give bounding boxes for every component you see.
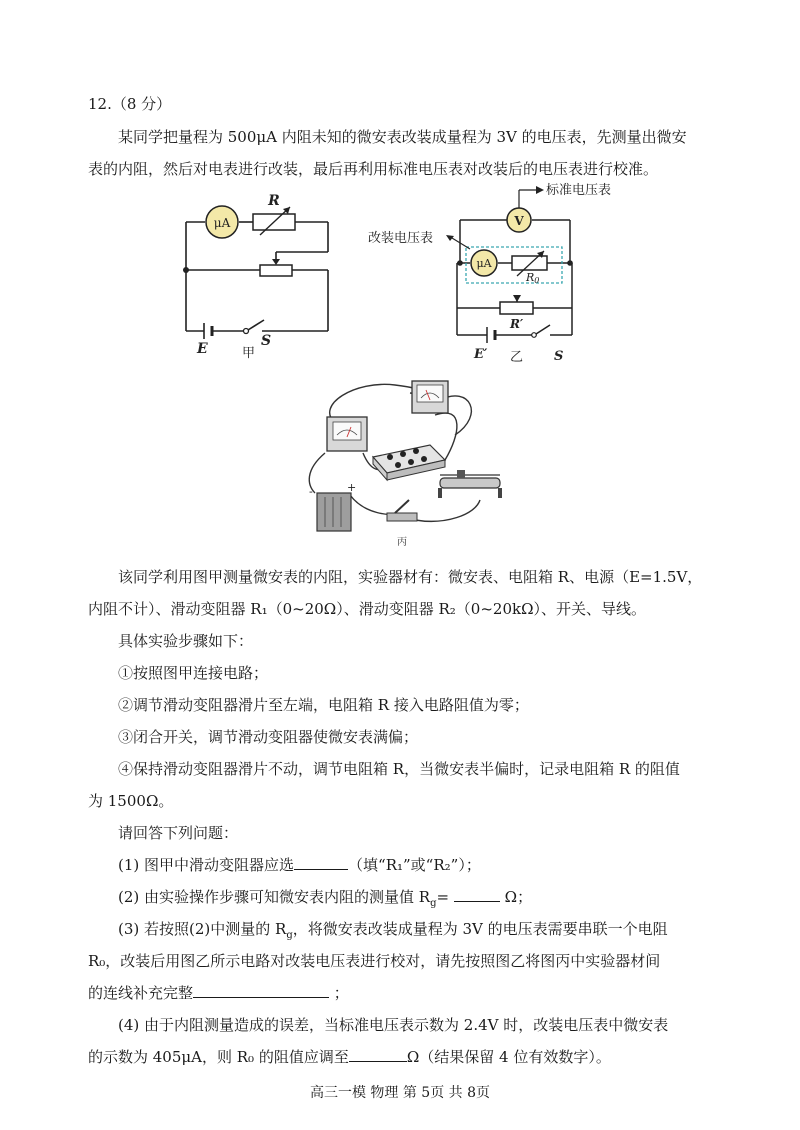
- rheostat-icon: [500, 302, 533, 314]
- yi-S-label: S: [554, 349, 564, 364]
- question-3-text-end: 的连线补充完整: [88, 984, 194, 1002]
- rheostat-apparatus-icon: [440, 478, 500, 488]
- intro-line-1: 某同学把量程为 500μA 内阻未知的微安表改装成量程为 3V 的电压表，先测量出微安: [118, 128, 687, 146]
- jia-E-label: E: [197, 341, 208, 357]
- junction-dot: [183, 267, 189, 273]
- jia-uA-label: μA: [213, 216, 231, 230]
- battery-apparatus-icon: [317, 493, 351, 531]
- question-4-line-1: (4) 由于内阻测量造成的误差，当标准电压表示数为 2.4V 时，改装电压表中微安表: [118, 1016, 669, 1034]
- jia-S-label: S: [261, 333, 272, 349]
- intro-line-2: 表的内阻，然后对电表进行改装，最后再利用标准电压表对改装后的电压表进行校准。: [88, 160, 659, 178]
- yi-Rp-label: R′: [510, 317, 524, 331]
- question-2: [118, 886, 532, 915]
- apparatus-figure-bing: [295, 375, 515, 550]
- resistance-box-R0-icon: [512, 256, 547, 270]
- yi-uA-label: μA: [476, 257, 492, 270]
- step-4-line-2: 为 1500Ω。: [88, 792, 174, 810]
- answer-blank-3[interactable]: [193, 983, 329, 998]
- question-3-text: (3) 若按照(2)中测量的 R: [118, 920, 287, 938]
- junction-dot: [567, 260, 573, 266]
- question-3-subscript: g: [286, 930, 293, 941]
- question-4-unit: Ω（结果保留 4 位有效数字）。: [406, 1048, 611, 1066]
- battery-plus-label: +: [347, 481, 357, 494]
- question-1: [118, 854, 481, 876]
- answer-blank-2[interactable]: [454, 887, 500, 902]
- steps-title: 具体实验步骤如下：: [118, 632, 254, 650]
- step-2: ②调节滑动变阻器滑片至左端，电阻箱 R 接入电路阻值为零；: [118, 696, 529, 714]
- paragraph-1-line-1: 该同学利用图甲测量微安表的内阻，实验器材有：微安表、电阻箱 R、电源（E=1.5V，: [118, 568, 703, 586]
- step-3: ③闭合开关，调节滑动变阻器使微安表满偏；: [118, 728, 419, 746]
- answer-prompt: 请回答下列问题：: [118, 824, 239, 842]
- question-3-line-3: [88, 982, 349, 1004]
- circuit-diagram-jia: [170, 185, 350, 365]
- junction-dot: [457, 260, 463, 266]
- question-2-equals: =: [436, 888, 450, 906]
- battery-minus-label: -: [309, 485, 313, 498]
- question-number: 12.: [88, 95, 112, 113]
- step-4-line-1: ④保持滑动变阻器滑片不动，调节电阻箱 R，当微安表半偏时，记录电阻箱 R 的阻值: [118, 760, 680, 778]
- question-2-subscript: g: [430, 898, 437, 909]
- standard-voltmeter-label: 标准电压表: [546, 183, 612, 198]
- paragraph-1-line-2: 内阻不计）、滑动变阻器 R₁（0~20Ω）、滑动变阻器 R₂（0~20kΩ）、开关、导线。: [88, 600, 647, 618]
- bing-caption: 丙: [397, 537, 407, 548]
- question-3-semicolon: ；: [333, 984, 349, 1002]
- jia-R-label: R: [268, 193, 280, 209]
- page-footer: 高三一模 物理 第 5页 共 8页: [309, 1085, 491, 1101]
- circuit-diagram-yi: [362, 180, 612, 370]
- question-3-line-1: [118, 918, 668, 947]
- answer-blank-1[interactable]: [294, 855, 348, 870]
- modified-voltmeter-label: 改装电压表: [368, 231, 434, 246]
- question-4-text: 的示数为 405μA，则 R₀ 的阻值应调至: [88, 1048, 349, 1066]
- yi-caption: 乙: [510, 350, 524, 365]
- yi-R0-label: R0: [526, 271, 540, 285]
- yi-V-label: V: [514, 214, 524, 228]
- question-header: [88, 93, 171, 115]
- jia-caption: 甲: [242, 346, 256, 361]
- switch-apparatus-icon: [387, 513, 417, 521]
- question-3-text-cont: ，将微安表改装成量程为 3V 的电压表需要串联一个电阻: [292, 920, 668, 938]
- step-1: ①按照图甲连接电路；: [118, 664, 269, 682]
- question-2-text: (2) 由实验操作步骤可知微安表内阻的测量值 R: [118, 888, 431, 906]
- yi-Ep-label: E′: [474, 347, 488, 362]
- question-1-text: (1) 图甲中滑动变阻器应选: [118, 856, 295, 874]
- rheostat-icon: [260, 265, 292, 276]
- question-4-line-2: [88, 1046, 611, 1068]
- question-1-hint: （填“R₁”或“R₂”）；: [348, 856, 481, 874]
- question-score: （8 分）: [111, 95, 172, 113]
- question-2-unit: Ω；: [504, 888, 533, 906]
- question-3-line-2: R₀，改装后用图乙所示电路对改装电压表进行校对，请先按照图乙将图丙中实验器材间: [88, 952, 661, 970]
- answer-blank-4[interactable]: [349, 1047, 407, 1062]
